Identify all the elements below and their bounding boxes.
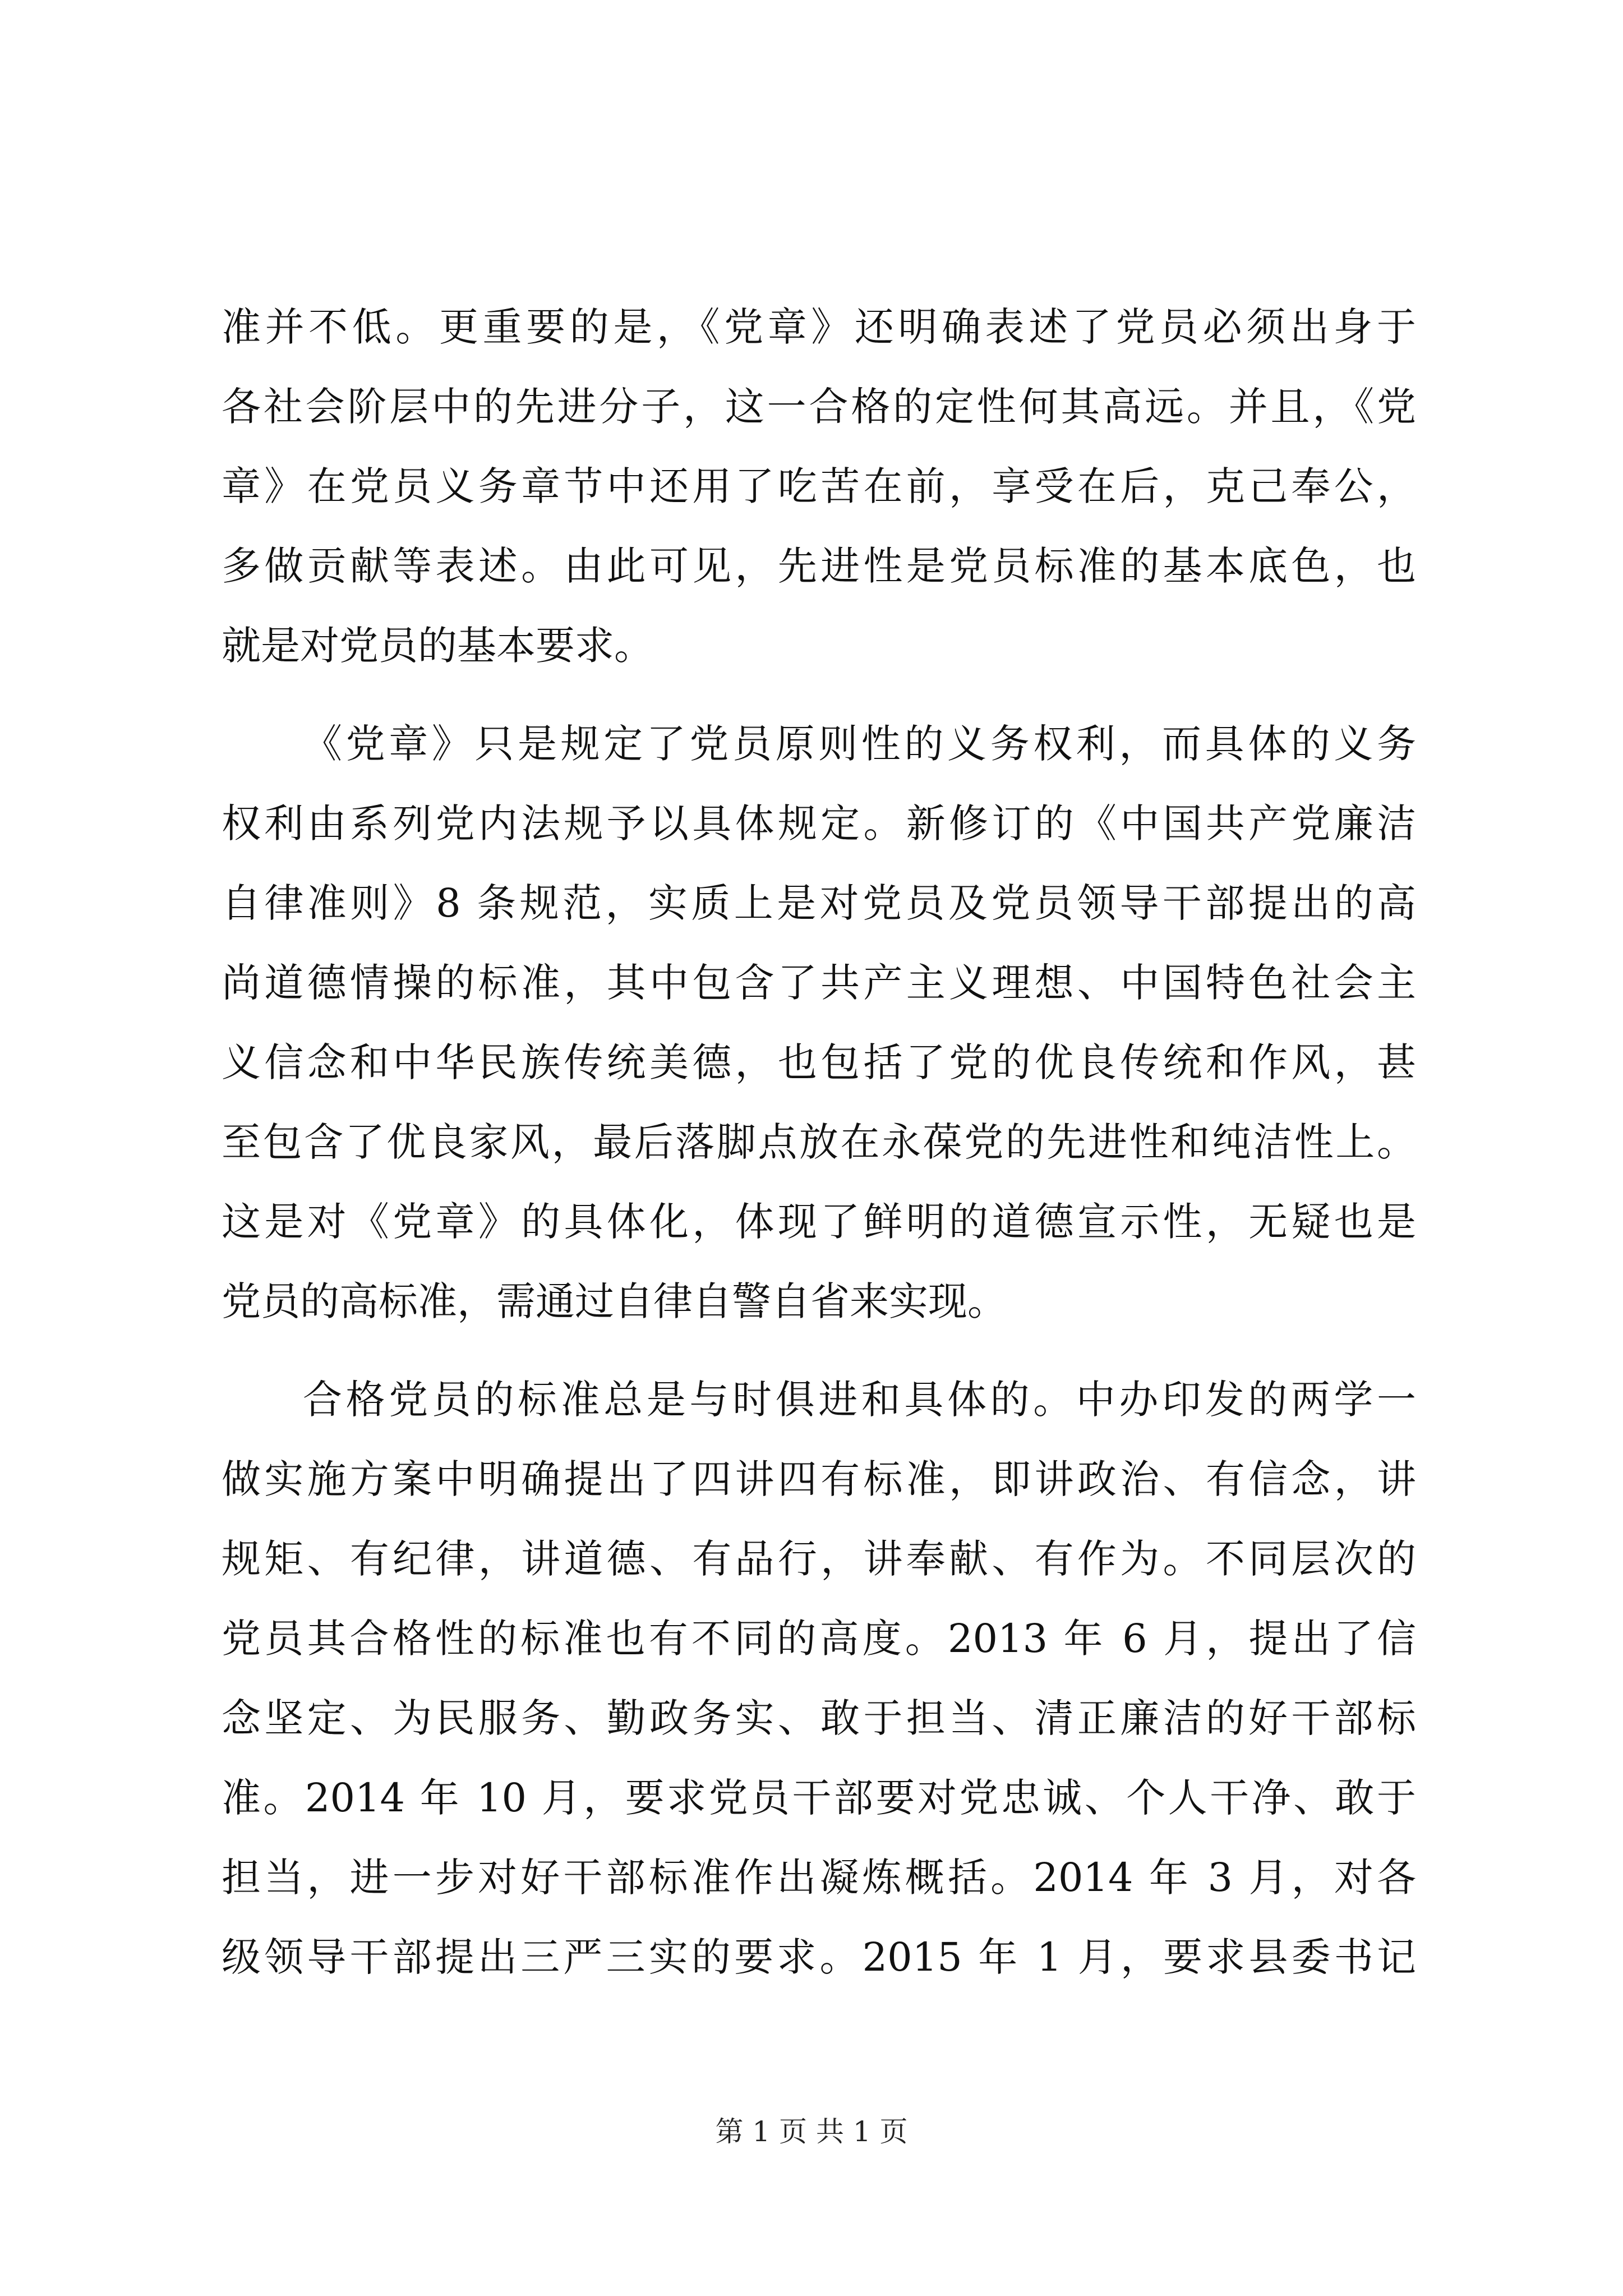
text-line: 《党章》只是规定了党员原则性的义务权利，而具体的义务	[303, 721, 1416, 767]
text-line: 合格党员的标准总是与时俱进和具体的。中办印发的两学一	[303, 1377, 1416, 1423]
page-footer: 第 1 页 共 1 页	[715, 2115, 908, 2148]
text-line: 权利由系列党内法规予以具体规定。新修订的《中国共产党廉洁	[222, 800, 1416, 846]
text-line: 各社会阶层中的先进分子，这一合格的定性何其高远。并且，《党	[222, 384, 1416, 430]
text-line: 多做贡献等表述。由此可见，先进性是党员标准的基本底色，也	[222, 543, 1416, 589]
text-line: 章》在党员义务章节中还用了吃苦在前，享受在后，克己奉公，	[222, 463, 1416, 509]
paragraph	[222, 1360, 1416, 1997]
text-line: 党员的高标准，需通过自律自警自省来实现。	[222, 1278, 1007, 1324]
text-line: 党员其合格性的标准也有不同的高度。2013 年 6 月，提出了信	[222, 1616, 1416, 1662]
document-body	[222, 287, 1416, 1997]
text-line: 准。2014 年 10 月，要求党员干部要对党忠诚、个人干净、敢于	[222, 1775, 1416, 1821]
paragraph	[222, 704, 1416, 1341]
paragraph	[222, 287, 1416, 685]
paragraph-gap	[222, 685, 1416, 704]
text-line: 这是对《党章》的具体化，体现了鲜明的道德宣示性，无疑也是	[222, 1199, 1416, 1245]
paragraph-gap	[222, 1341, 1416, 1360]
text-line: 准并不低。更重要的是，《党章》还明确表述了党员必须出身于	[222, 304, 1416, 350]
text-line: 做实施方案中明确提出了四讲四有标准，即讲政治、有信念，讲	[222, 1456, 1416, 1502]
text-line: 念坚定、为民服务、勤政务实、敢于担当、清正廉洁的好干部标	[222, 1695, 1416, 1741]
text-line: 自律准则》8 条规范，实质上是对党员及党员领导干部提出的高	[222, 880, 1416, 926]
text-line: 级领导干部提出三严三实的要求。2015 年 1 月，要求县委书记	[222, 1934, 1416, 1980]
text-line: 尚道德情操的标准，其中包含了共产主义理想、中国特色社会主	[222, 960, 1416, 1006]
text-line: 至包含了优良家风，最后落脚点放在永葆党的先进性和纯洁性上。	[222, 1119, 1416, 1165]
text-line: 义信念和中华民族传统美德，也包括了党的优良传统和作风，甚	[222, 1039, 1416, 1085]
text-line: 担当，进一步对好干部标准作出凝炼概括。2014 年 3 月，对各	[222, 1855, 1416, 1901]
text-line: 规矩、有纪律，讲道德、有品行，讲奉献、有作为。不同层次的	[222, 1536, 1416, 1582]
text-line: 就是对党员的基本要求。	[222, 623, 653, 669]
